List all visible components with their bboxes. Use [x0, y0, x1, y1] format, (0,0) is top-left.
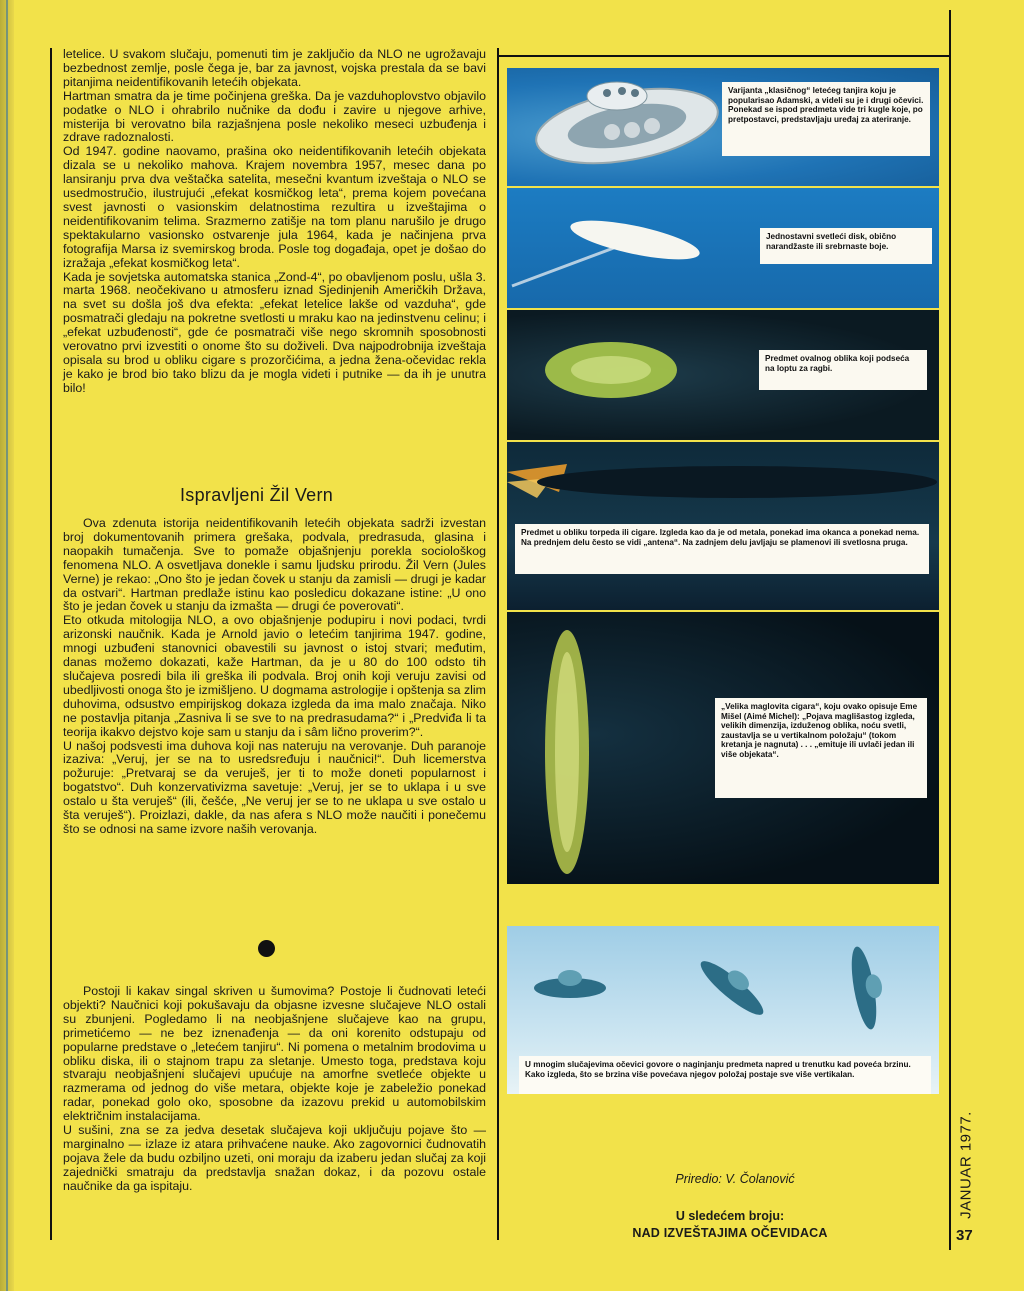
paragraph: letelice. U svakom slučaju, pomenuti tim je zaključio da NLO ne ugrožavaju bezbednost zemlje, posle čega je, bar za javnost, vojska prestala da se bavi pitanjima neidentifikovanih letećih objekata. [63, 47, 486, 89]
paragraph: Hartman smatra da je time počinjena greška. Da je vazduhoplovstvo objavilo podatke o NLO i ohrabrilo nučnike da dođu i zavire u njegove arhive, misterija bi verovatno bila razjašnjena posle nekoliko meseci uzbuđenja i zdrave radoznalosti. [63, 88, 486, 145]
paragraph: Od 1947. godine naovamo, prašina oko neidentifikovanih letećih objekata dizala se u nekoliko mahova. Krajem novembra 1957, mesec dana po lansiranju prva dva veštačka satelita, mesečni kvantum izveštaja o NLO se usedmostručio, ilustrujući „efekat kosmičkog leta“, prema kojem povećana svest javnosti o vasionskim delatnostima rezultira u izveštajima o neidentifikovanim telima. Srazmerno zatišje na tom planu narušilo je drugo spektakularno vasionsko ostvarenje jula 1964, kada je načinjena prva fotografija Marsa iz svemirskog broda. Posle tog događaja, opet je došao do izražaja „efekat kosmičkog leta“. [63, 144, 486, 270]
illustration-cigar-object [507, 442, 939, 610]
illustration-tilting-saucers [507, 926, 939, 1094]
caption-misty-cigar: „Velika maglovita cigara“, koju ovako opisuje Eme Mišel (Aimé Michel): „Pojava maglišastog izgleda, velikih dimenzija, izduženog oblika, noću svetli, zaustavlja se u vertikalnom položaju“ (tokom kretanja je nagnuta) . . . „emituje ili uvlači jedan ili više objekata“. [715, 698, 927, 798]
page-number: 37 [956, 1227, 973, 1244]
paragraph: Kada je sovjetska automatska stanica „Zond-4“, po obavljenom poslu, ušla 3. marta 1968. neočekivano u atmosferu iznad Sjedinjenih Američkih Država, na svet su došla još dva efekta: „efekat letelice lakše od vazduha“, gde posmatrači gledaju na pokretne svetlosti u mraku kao na jedinstvenu celinu; i „efekat uzbuđenosti“, gde će posmatrači više nego skromnih sposobnosti verovatno prvi izvestiti o onome što su doživeli. Dva najpodrobnija izveštaja opisala su brod u obliku cigare s prozorčićima, a jedna žena-očevidac rekla je kako je brod bio tako blizu da je mogla videti i putnike — da ih je unutra bilo! [63, 269, 486, 395]
illustration-luminous-disk [507, 188, 939, 308]
issue-date-text: JANUAR 1977. [957, 1111, 975, 1219]
issue-date [954, 1110, 978, 1220]
paragraph: Postoji li kakav singal skriven u šumovima? Postoje li čudnovati leteći objekti? Naučnici koji pokušavaju da objasne izvesne slučajeve NLO ostali su zbunjeni. Pogledamo li na neobjašnjene slučajeve kao na grupu, primetićemo — ne bez iznenađenja — da oni korenito odstupaju od popularne predstave o „letećem tanjiru“. Ni pomena o metalnim brodovima u obliku diska, ili o stajnom trapu za sletanje. Umesto toga, predstava koju stvaraju neobjašnjeni slučajevi upućuje na amorfne svetleće objekte u razmerama od jednog do više metara, objekte koje je zabeležio ponekad radar, ponekad golo oko, sposobne da izazovu prekid u automobilskim električnim instalacijama. [63, 984, 486, 1124]
next-issue-title: NAD IZVEŠTAJIMA OČEVIDACA [632, 1226, 828, 1240]
caption-classic-saucer: Varijanta „klasičnog“ letećeg tanjira koju je popularisao Adamski, a videli su je i drugi očevici. Ponekad se ispod predmeta vide tri kugle koje, po pretpostavci, predstavljaju uređaj za ateriranje. [722, 82, 930, 156]
paragraph: Eto otkuda mitologija NLO, a ovo objašnjenje podupiru i novi podaci, tvrdi arizonski naučnik. Kada je Arnold javio o letećim tanjirima 1947. godine, mnogi uzbuđeni stanovnici obavestili su javnost o istoj stvari; međutim, danas možemo dokazati, kaže Hartman, da je u 80 do 100 odsto tih slučajeva posredi bila ili greška ili podvala. Broj onih koji veruju zavisi od ubedljivosti onoga što je izmišljeno. U dogmama astrologije i opštenja sa zlim duhovima, odsustvo empirijskog dokaza izgleda da ima malo značaja. Niko ne postavlja pitanja „Zasniva li se sve to na predrasudama?“ i „Predviđa li ta teorija ikakvo dejstvo koje sam u stanju da i sâm lično proverim?“. [63, 613, 486, 739]
section-bullet [258, 940, 275, 957]
paragraph: U našoj podsvesti ima duhova koji nas nateruju na verovanje. Duh paranoje izaziva: „Veruj, jer se na to usredsređuju i naučnici!“. Duh licemerstva požuruje: „Pretvaraj se da veruješ, jer ti to može doneti popularnost i bogatstvo“. Duh konzervativizma savetuje: „Veruj, jer se to uklapa i u sve ostalo u šta veruješ“ (ili, češće, „Ne veruj jer se to ne uklapa u sve ostalo u šta veruješ“). Proizlazi, dakle, da nas afera s NLO može naučiti i ponečemu što se odnosi na same izvore naših verovanja. [63, 738, 486, 836]
paragraph: U sušini, zna se za jedva desetak slučajeva koji uključuju pojave što — marginalno — izlaze iz atara prihvaćene nauke. Ako zagovornici čudnovatih pojava žele da budu ozbiljno uzeti, oni moraju da izaberu jedan slučaj za koji zajednički smatraju da predstavlja snažan dokaz, i da pozovu ostale naučnike da ga ispitaju. [63, 1123, 486, 1193]
paragraph: Ova zdenuta istorija neidentifikovanih letećih objekata sadrži izvestan broj dokumentovanih primera grešaka, podvala, predrasuda, glasina i naopakih tumačenja. Sve to pomaže objašnjenju porekla sociološkog fenomena NLO. A osvetljava donekle i samu ljudsku prirodu. Žil Vern (Jules Verne) je rekao: „Ono što je jedan čovek u stanju da zamisli — drugi je kadar da ostvari“. Hartman predlaže istinu kao posledicu dokazane istine: „U ono što je jedan čovek u stanju da izmašta — drugi će poverovati“. [63, 516, 486, 614]
next-issue-label: U sledećem broju: [675, 1209, 785, 1223]
illustration-oval-object [507, 310, 939, 440]
caption-luminous-disk: Jednostavni svetleći disk, obično narandžaste ili srebrnaste boje. [760, 228, 932, 264]
right-margin-rule [949, 10, 951, 1250]
left-column-rule [50, 48, 52, 1240]
article-block-3 [63, 985, 486, 1194]
top-rule [497, 55, 949, 57]
caption-oval-object: Predmet ovalnog oblika koji podseća na loptu za ragbi. [759, 350, 927, 390]
center-column-rule [497, 48, 499, 1240]
credits: Priredio: V. Čolanović [675, 1172, 795, 1186]
spine-line [6, 0, 8, 1291]
illustration-classic-saucer [507, 68, 939, 186]
illustration-misty-cigar [507, 612, 939, 884]
article-block-1 [63, 48, 486, 396]
section-heading: Ispravljeni Žil Vern [180, 485, 334, 505]
caption-cigar-object: Predmet u obliku torpeda ili cigare. Izgleda kao da je od metala, ponekad ima okanca a ponekad nema. Na prednjem delu često se vidi „antena“. Na zadnjem delu javljaju se plamenovi ili svetlosna pruga. [515, 524, 929, 574]
caption-tilting-saucers: U mnogim slučajevima očevici govore o naginjanju predmeta napred u trenutku kad poveća brzinu. Kako izgleda, što se brzina više povećava njegov položaj postaje sve više vertikalan. [519, 1056, 931, 1094]
article-block-2 [63, 517, 486, 837]
